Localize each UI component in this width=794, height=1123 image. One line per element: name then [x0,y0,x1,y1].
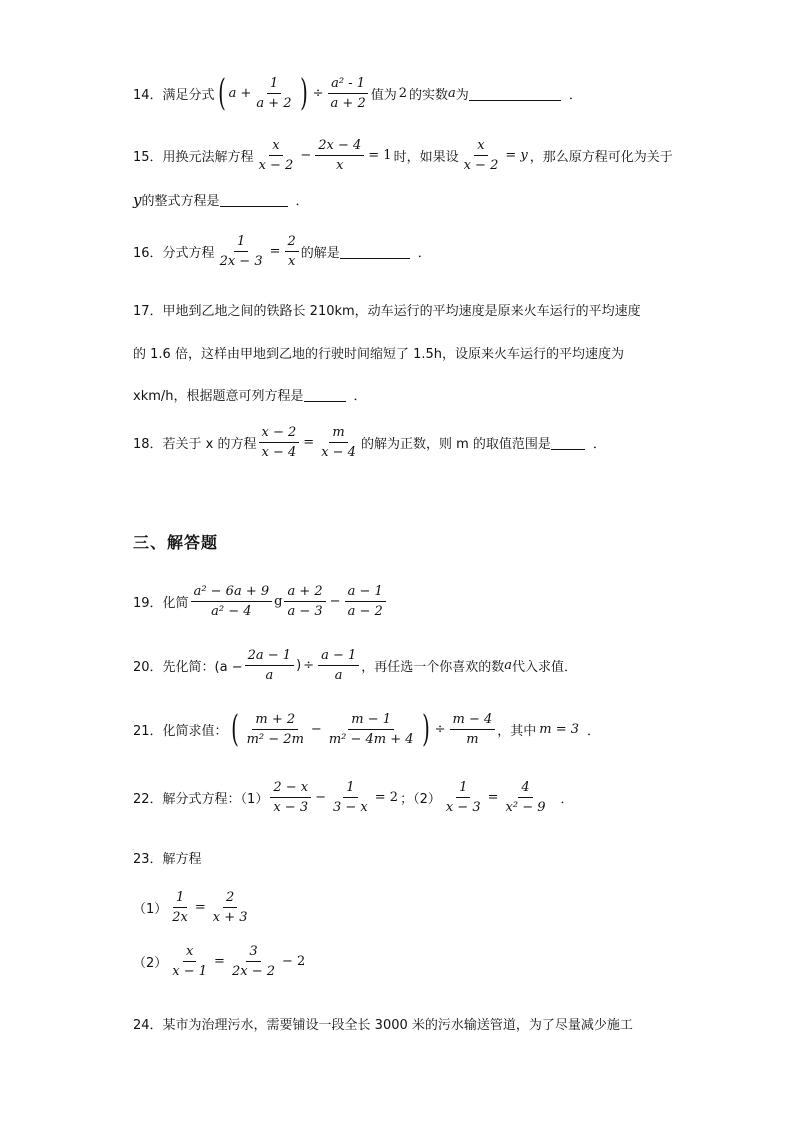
question-23: 23．解方程 [133,852,202,867]
fraction: $\frac{a - 1}{a}$ [318,648,359,683]
answer-blank[interactable] [304,387,346,402]
fraction: $\frac{m - 4}{m}$ [450,712,496,747]
question-15: 15． 用换元法解方程 x x − 2 − $\frac{2x - 4}{x}$ = 1 时，如果设 $\frac{x}{x - 2}$ = y ，那么原方程可化为关于 [133,138,673,173]
section-title: 三、解答题 [133,533,219,552]
fraction: $\frac{4}{\text{x² − 9}}$ [505,780,546,815]
question-21: 21． 化简求值： ( m + 2 m² − 2m − $\frac{m - 1}{\text{m² − 4m + 4}}$ ) ÷ $\frac{m - 4}{m}$ ，其中 m = 3 ． [133,708,601,750]
question-23-part-2: （2） $\frac{x}{x - 1}$ = $\frac{3}{2x - 2}$ − 2 [133,944,306,979]
fraction: $\frac{2a - 1}{a}$ [245,648,294,683]
answer-blank[interactable] [469,86,561,101]
fraction: $\frac{2x - 4}{x}$ [315,138,364,173]
fraction: $\frac{1}{x - 3}$ [445,780,481,815]
fraction: m + 2 m² − 2m [246,712,304,747]
answer-blank[interactable] [220,192,288,207]
question-22: 22． 解分式方程：（1） 2 − x x − 3 − $\frac{1}{3 - x}$ = 2 ；（2） $\frac{1}{x - 3}$ = $\frac{4}{\text{x² − 9}}$ ． [133,780,574,815]
fraction: $\frac{a - 1}{a - 2}$ [345,584,386,619]
answer-blank[interactable] [340,244,410,259]
fraction: a² − 6a + 9 a² − 4 [191,584,273,619]
question-19: 19． 化简 a² − 6a + 9 a² − 4 g a + 2 a − 3 − $\frac{a - 1}{a - 2}$ [133,584,388,619]
fraction: $\frac{m}{x - 4}$ [321,425,356,460]
answer-blank[interactable] [551,435,585,450]
question-20: 20． 先化简：(a − $\frac{2a - 1}{a}$ ) ÷ $\frac{a - 1}{a}$ ，再任选一个你喜欢的数 a 代入求值． [133,648,578,683]
question-15-line-2: y 的整式方程是 ． [133,190,309,209]
fraction: $\frac{x}{x - 2}$ [463,138,499,173]
question-18: 18． 若关于 x 的方程 $\frac{x - 2}{x - 4}$ = $\frac{m}{x - 4}$ 的解为正数，则 m 的取值范围是 ． [133,425,606,460]
question-17-line-2: 的 1.6 倍，这样由甲地到乙地的行驶时间缩短了 1.5h，设原来火车运行的平均速度为 [133,347,624,362]
fraction: $\frac{1}{a + 2}$ [256,76,292,111]
question-14: 14． 满足分式 ( a + $\frac{1}{a + 2}$ ) ÷ $\frac{\text{a² - 1}}{a + 2}$ 值为 2 的实数 a 为 ． [133,72,582,114]
fraction: $\frac{m - 1}{\text{m² − 4m + 4}}$ [328,712,414,747]
fraction: $\frac{x - 2}{x - 4}$ [259,425,300,460]
fraction: $\frac{1}{3 - x}$ [333,780,368,815]
right-paren: ) [299,72,308,114]
left-paren: ( [217,72,226,114]
fraction: x x − 2 [258,138,294,173]
question-23-part-1: （1） $\frac{1}{2x}$ = $\frac{2}{x + 3}$ [133,890,253,925]
fraction: $\frac{1}{2x}$ [172,890,188,925]
fraction: $\frac{1}{2x - 3}$ [219,234,263,269]
question-17-line-3: xkm/h，根据题意可列方程是 ． [133,389,367,404]
question-24-line-1: 24．某市为治理污水，需要铺设一段全长 3000 米的污水输送管道，为了尽量减少施工 [133,1018,633,1033]
fraction: $\frac{x}{x - 1}$ [172,944,208,979]
fraction: $\frac{3}{2x - 2}$ [231,944,275,979]
fraction: a + 2 a − 3 [284,584,325,619]
question-16: 16． 分式方程 $\frac{1}{2x - 3}$ = $\frac{2}{x}$ 的解是 ． [133,234,431,269]
fraction: $\frac{\text{a² - 1}}{a + 2}$ [328,76,369,111]
fraction: $\frac{2}{x + 3}$ [212,890,248,925]
left-paren: ( [230,708,239,750]
fraction: 2 − x x − 3 [270,780,311,815]
right-paren: ) [421,708,430,750]
question-17-line-1: 17．甲地到乙地之间的铁路长 210km，动车运行的平均速度是原来火车运行的平均速度 [133,304,641,319]
fraction: $\frac{2}{x}$ [285,234,299,269]
